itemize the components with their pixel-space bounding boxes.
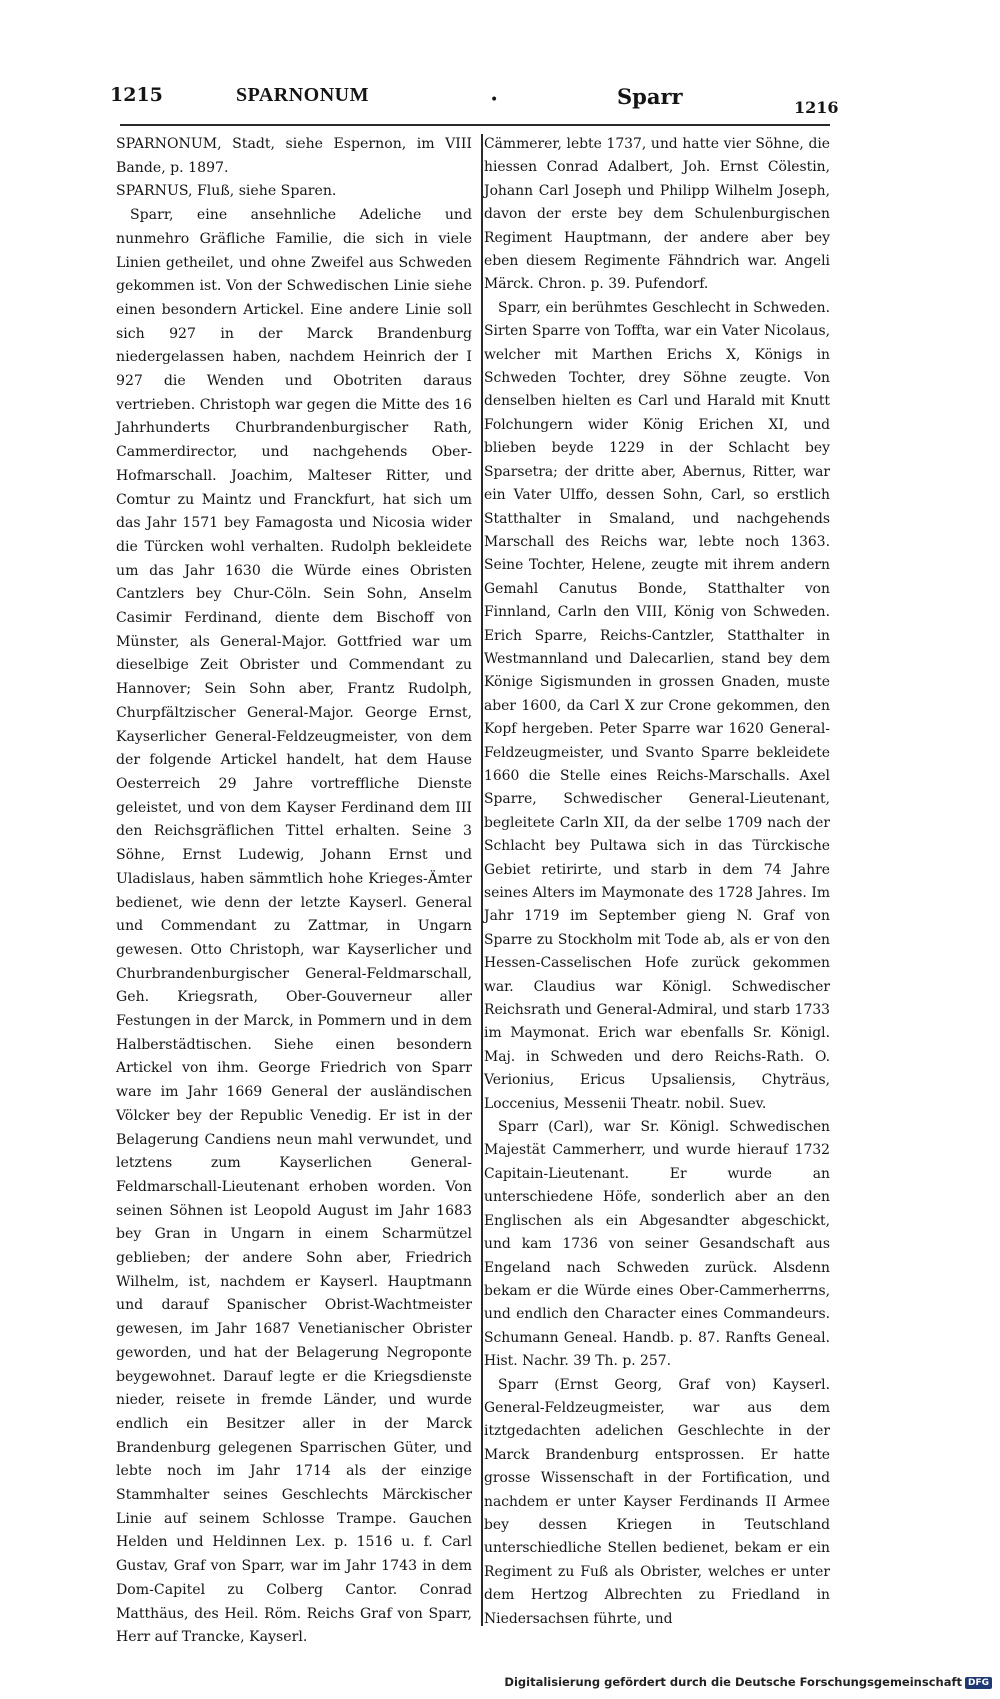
center-mark: •: [490, 92, 499, 108]
entry-sparr-family-continued: Cämmerer, lebte 1737, und hatte vier Söhne, die hiessen Conrad Adalbert, Joh. Ernst Cölestin, Johann Carl Joseph und Philipp Wilhelm Joseph, davon der erste bey dem Schulenburgischen Regiment Hauptmann, der andere aber bey eben diesem Regimente Fähndrich war. Angeli Märck. Chron. p. 39. Pufendorf.: [484, 136, 830, 293]
entry-sparr-ernst-georg: Sparr (Ernst Georg, Graf von) Kayserl. General-Feldzeugmeister, war aus dem itztgedachten adelichen Geschlechte in der Marck Brandenburg entsprossen. Er hatte grosse Wissenschaft in der Fortification, und nachdem er unter Kayser Ferdinands II Armee bey dessen Kriegen in Teutschland unterschiedliche Stellen bedienet, bekam er ein Regiment zu Fuß als Obrister, welches er unter dem Hertzog Albrechten zu Friedland in Niedersachsen führte, und: [484, 1376, 830, 1627]
dfg-logo: DFG: [965, 1677, 992, 1689]
right-running-head: Sparr: [617, 84, 683, 109]
digitization-credit: [504, 1675, 992, 1689]
right-page-number: 1216: [794, 98, 839, 117]
entry-sparr-swedish: Sparr, ein berühmtes Geschlecht in Schweden. Sirten Sparre von Toffta, war ein Vater Nicolaus, welcher mit Marthen Erichs X, Königs in Schweden Tochter, drey Söhne zeugte. Von denselben hielten es Carl und Harald mit Knutt Folchungern wider König Erichen XI, und blieben beyde 1229 in der Schlacht bey Sparsetra; der dritte aber, Abernus, Ritter, war ein Vater Ulffo, dessen Sohn, Carl, so erstlich Statthalter in Smaland, und nachgehends Marschall des Reichs war, lebte noch 1363. Seine Tochter, Helene, zeugte mit ihrem andern Gemahl Canutus Bonde, Statthalter von Finnland, Carln den VIII, König von Schweden. Erich Sparre, Reichs-Cantzler, Statthalter in Westmannland und Dalecarlien, stand bey dem Könige Sigismunden in grossen Gnaden, muste aber 1600, da Carl X zur Crone gekommen, den Kopf hergeben. Peter Sparre war 1620 General-Feldzeugmeister, und Svanto Sparre bekleidete 1660 die Stelle eines Reichs-Marschalls. Axel Sparre, Schwedischer General-Lieutenant, begleitete Carln XII, da der selbe 1709 nach der Schlacht bey Pultawa sich in das Türckische Gebiet retirirte, und starb in dem 74 Jahre seines Alters im Maymonate des 1728 Jahres. Im Jahr 1719 im September gieng N. Graf von Sparre zu Stockholm mit Tode ab, als er von den Hessen-Casselischen Hofe zurück gekommen war. Claudius war Königl. Schwedischer Reichsrath und General-Admiral, und starb 1733 im Maymonat. Erich war ebenfalls Sr. Königl. Maj. in Schweden und dero Reichs-Rath. O. Verionius, Ericus Upsaliensis, Chyträus, Loccenius, Messenii Theatr. nobil. Suev.: [484, 299, 830, 1112]
entry-sparnus: SPARNUS, Fluß, siehe Sparen.: [116, 183, 337, 200]
entry-sparr-carl: Sparr (Carl), war Sr. Königl. Schwedischen Majestät Cammerherr, und wurde hierauf 1732 Capitain-Lieutenant. Er wurde an unterschiedene Höfe, sonderlich aber an den Englischen als ein Abgesandter abgeschickt, und kam 1736 von seiner Gesandschaft aus Engeland nach Schweden zurück. Alsdenn bekam er die Würde eines Ober-Cammerherrns, und endlich den Character eines Commandeurs. Schumann Geneal. Handb. p. 87. Ranfts Geneal. Hist. Nachr. 39 Th. p. 257.: [484, 1119, 830, 1370]
entry-sparr-family: Sparr, eine ansehnliche Adeliche und nunmehro Gräfliche Familie, die sich in viele Linien getheilet, und ohne Zweifel aus Schweden gekommen ist. Von der Schwedischen Linie siehe einen besondern Artickel. Eine andere Linie soll sich 927 in der Marck Brandenburg niedergelassen haben, nachdem Heinrich der I 927 die Wenden und Obotriten daraus vertrieben. Christoph war gegen die Mitte des 16 Jahrhunderts Churbrandenburgischer Rath, Cammerdirector, und nachgehends Ober-Hofmarschall. Joachim, Malteser Ritter, und Comtur zu Maintz und Franckfurt, hat sich um das Jahr 1571 bey Famagosta und Nicosia wider die Türcken wohl verhalten. Rudolph bekleidete um das Jahr 1630 die Würde eines Obristen Cantzlers bey Chur-Cöln. Sein Sohn, Anselm Casimir Ferdinand, diente dem Bischoff von Münster, als General-Major. Gottfried war um dieselbige Zeit Obrister und Commendant zu Hannover; Sein Sohn aber, Frantz Rudolph, Churpfältzischer General-Major. George Ernst, Kayserlicher General-Feldzeugmeister, von dem der folgende Artickel handelt, hat dem Hause Oesterreich 29 Jahre vortreffliche Dienste geleistet, und von dem Kayser Ferdinand dem III den Reichsgräflichen Tittel erhalten. Seine 3 Söhne, Ernst Ludewig, Johann Ernst und Uladislaus, haben sämmtlich hohe Krieges-Ämter bedienet, wie denn der letzte Kayserl. General und Commendant zu Zattmar, in Ungarn gewesen. Otto Christoph, war Kayserlicher und Churbrandenburgischer General-Feldmarschall, Geh. Kriegsrath, Ober-Gouverneur aller Festungen in der Marck, in Pommern und in dem Halberstädtischen. Siehe einen besondern Artickel von ihm. George Friedrich von Sparr ware im Jahr 1669 General der ausländischen Völcker bey der Republic Venedig. Er ist in der Belagerung Candiens neun mahl verwundet, und letztens zum Kayserlichen General-Feldmarschall-Lieutenant erhoben worden. Von seinen Söhnen ist Leopold August im Jahr 1683 bey Gran in Ungarn in einem Scharmützel geblieben; der andere Sohn aber, Friedrich Wilhelm, ist, nachdem er Kayserl. Hauptmann und darauf Spanischer Obrist-Wachtmeister gewesen, im Jahr 1687 Venetianischer Obrister geworden, und hat der Belagerung Negroponte beygewohnet. Darauf legte er die Kriegsdienste nieder, reisete in fremde Länder, und wurde endlich ein Besitzer aller in der Marck Brandenburg gelegenen Sparrischen Güter, und lebte noch im Jahr 1714 als der einzige Stammhalter seines Geschlechts Märckischer Linie auf seinem Schlosse Trampe. Gauchen Helden und Heldinnen Lex. p. 1516 u. f. Carl Gustav, Graf von Sparr, war im Jahr 1743 in dem Dom-Capitel zu Colberg Cantor. Conrad Matthäus, des Heil. Röm. Reichs Graf von Sparr, Herr auf Trancke, Kayserl.: [116, 207, 472, 1646]
column-divider: [481, 134, 483, 1626]
credit-text: Digitalisierung gefördert durch die Deutsche Forschungsgemeinschaft: [504, 1675, 962, 1689]
header-rule: [120, 124, 830, 126]
left-column: [116, 133, 472, 1650]
right-column: [484, 133, 830, 1631]
entry-sparnonum: SPARNONUM, Stadt, siehe Espernon, im VIII Bande, p. 1897.: [116, 136, 472, 176]
left-running-head: SPARNONUM: [236, 84, 370, 106]
left-page-number: 1215: [110, 84, 163, 106]
